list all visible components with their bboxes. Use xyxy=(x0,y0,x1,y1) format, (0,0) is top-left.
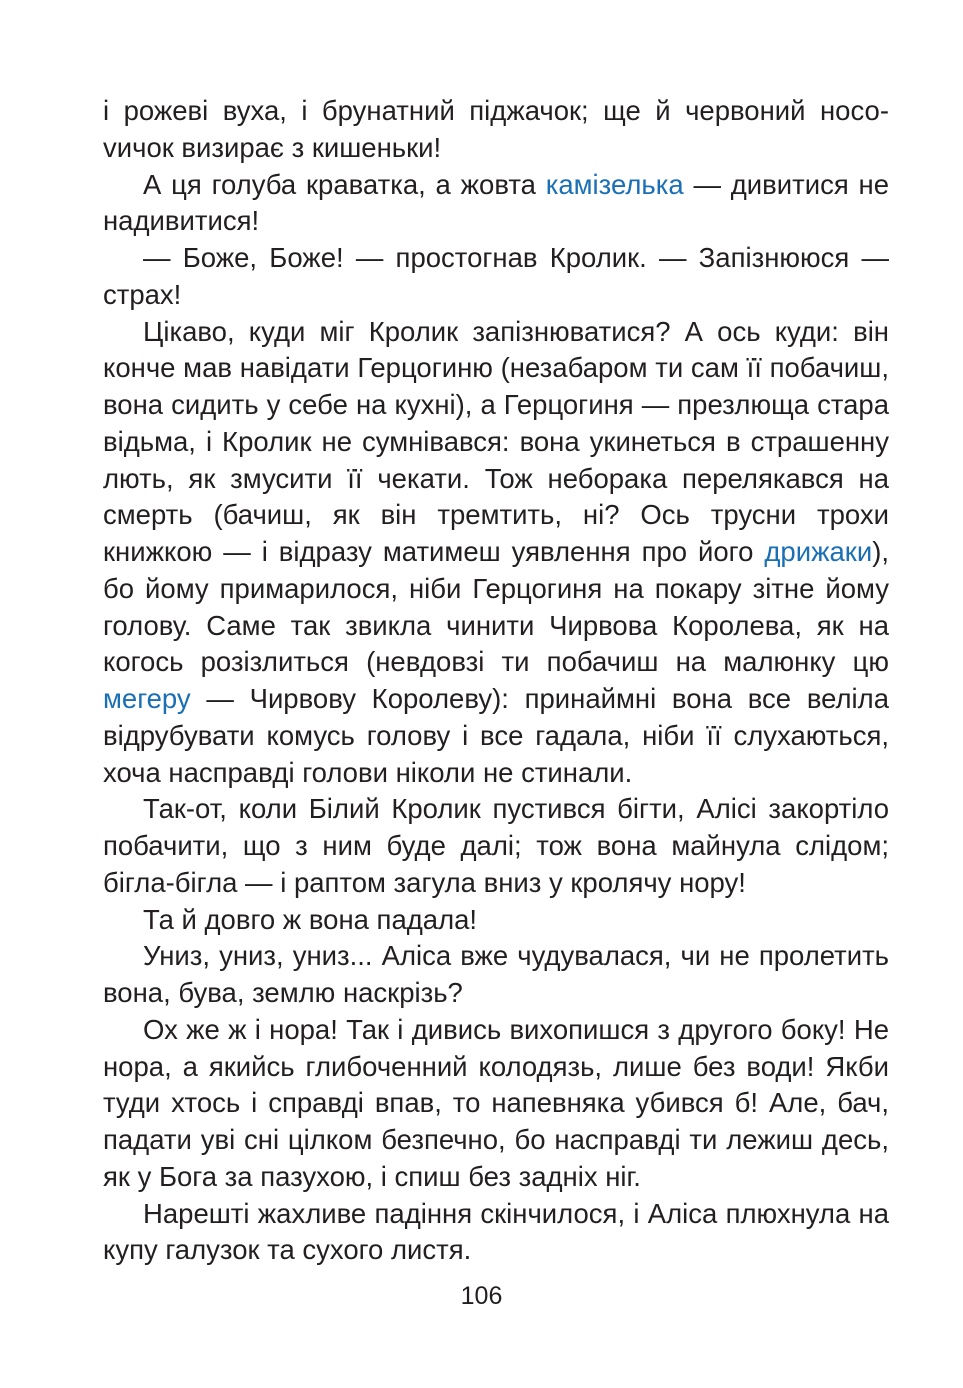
text-run: Цікаво, куди міг Кролик запізнюватися? А ось куди: він конче мав навідати Герцогиню (незабаром ти сам її побачиш, вона сидить у себе на кухні), а Герцогиня — презлюща стара відьма, і Кролик не сумнівався: вона укинеться в страшенну лють, як змусити її чекати. Тож неборака перелякався на смерть (бачиш, як він тремтить, ні? Ось трусни трохи книжкою — і відразу матимеш уявлення про його xyxy=(103,315,889,567)
text-run: Так-от, коли Білий Кролик пустився бігти, Алісі закортіло побачити, що з ним буде далі; тож вона майнула слідом; бігла-бігла — і раптом загула вниз у кролячу нору! xyxy=(103,793,889,898)
paragraph xyxy=(103,791,889,901)
text-run: — Чирвову Королеву): принаймні вона все веліла відрубувати комусь голову і все гадала, ніби її слухаються, хоча насправді голови ніколи не стинали. xyxy=(103,683,889,788)
paragraph xyxy=(103,314,889,792)
text-run: Униз, униз, униз... Аліса вже чудувалася, чи не пролетить вона, бува, землю наскрізь? xyxy=(103,940,889,1008)
text-run: Та й довго ж вона падала! xyxy=(143,903,478,935)
paragraph xyxy=(103,240,889,314)
paragraph xyxy=(103,167,889,241)
paragraph xyxy=(103,93,889,167)
glossary-term: мегеру xyxy=(103,683,191,714)
text-run: — дивитися не надивитися! xyxy=(103,168,889,237)
text-run: Нарешті жахливе падіння скінчилося, і Аліса плюхнула на купу галузок та сухого листя. xyxy=(103,1197,889,1266)
body-text xyxy=(103,93,889,1269)
text-run: ), бо йому примарилося, ніби Герцогиня на покару зітне йому голову. Саме так звикла чинити Чирвова Королева, як на когось розізлиться (невдовзі ти побачиш на малюнку цю xyxy=(103,536,889,678)
paragraph xyxy=(103,1012,889,1196)
glossary-term: камізелька xyxy=(545,168,684,200)
page-number: 106 xyxy=(460,1282,503,1310)
paragraph xyxy=(103,902,889,939)
text-run: — Боже, Боже! — простогнав Кролик. — Запізнююся — страх! xyxy=(103,242,889,310)
text-run: і рожеві вуха, і брунатний піджачок; ще й червоний носоvичок визирає з кишеньки! xyxy=(103,95,889,163)
paragraph xyxy=(103,938,889,1012)
text-run: Ох же ж і нора! Так і дивись вихопишся з другого боку! Не нора, а якийсь глибоченний колодязь, лише без води! Якби туди хтось і справді впав, то напевняка убився б! Але, бач, падати уві сні цілком безпечно, бо насправді ти лежиш десь, як у Бога за пазухою, і спиш без задніх ніг. xyxy=(103,1013,889,1192)
text-run: А ця голуба краватка, а жовта xyxy=(143,168,546,200)
glossary-term: дрижаки xyxy=(764,536,873,567)
paragraph xyxy=(103,1196,889,1270)
